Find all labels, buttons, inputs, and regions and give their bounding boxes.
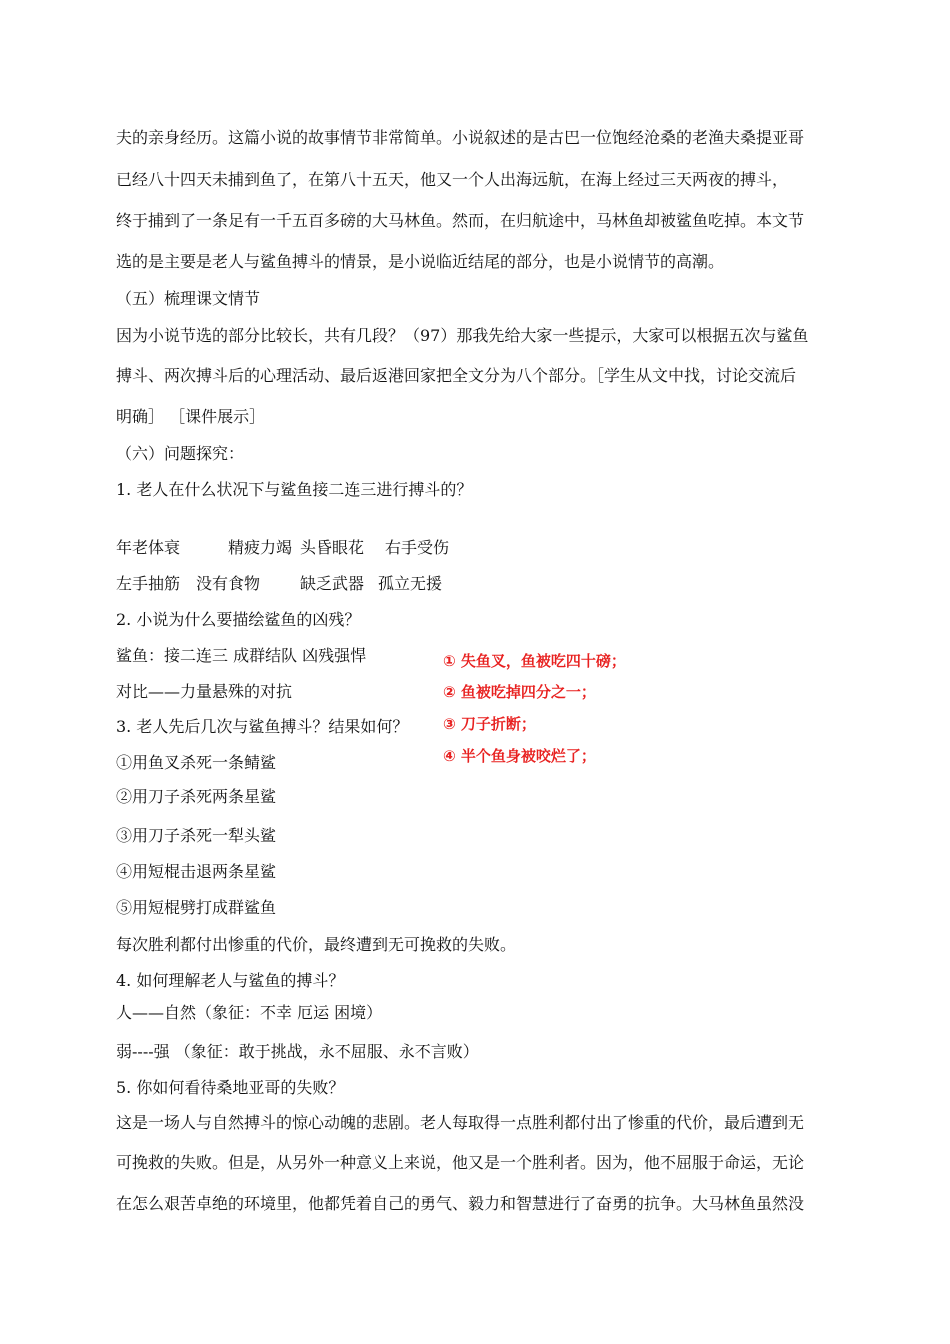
section-heading: （五）梳理课文情节 xyxy=(116,289,261,308)
intro-line: 夫的亲身经历。这篇小说的故事情节非常简单。小说叙述的是古巴一位饱经沧桑的老渔夫桑提亚哥 xyxy=(116,128,805,147)
q5-answer-line: 可挽救的失败。但是，从另外一种意义上来说，他又是一个胜利者。因为，他不屈服于命运，无论 xyxy=(116,1153,805,1172)
q1-row-1 xyxy=(116,537,228,559)
question-3: 3. 老人先后几次与鲨鱼搏斗？结果如何？ xyxy=(116,717,409,736)
phrase: 缺乏武器 xyxy=(300,574,365,593)
fight-result: ④ 半个鱼身被咬烂了； xyxy=(443,747,596,765)
q4-answer: 弱----强 （象征：敢于挑战，永不屈服、永不言败） xyxy=(116,1042,479,1061)
question-4: 4. 如何理解老人与鲨鱼的搏斗？ xyxy=(116,971,345,990)
phrase: 右手受伤 xyxy=(385,538,450,557)
question-5: 5. 你如何看待桑地亚哥的失败？ xyxy=(116,1078,345,1097)
phrase: 没有食物 xyxy=(196,574,261,593)
q5-answer-line: 在怎么艰苦卓绝的环境里，他都凭着自己的勇气、毅力和智慧进行了奋勇的抗争。大马林鱼虽然没 xyxy=(116,1194,805,1213)
fight-item: ④用短棍击退两条星鲨 xyxy=(116,862,277,881)
phrase: 精疲力竭 xyxy=(228,538,293,557)
fight-item: ⑤用短棍劈打成群鲨鱼 xyxy=(116,898,277,917)
q2-answer: 对比——力量悬殊的对抗 xyxy=(116,682,293,701)
question-2: 2. 小说为什么要描绘鲨鱼的凶残？ xyxy=(116,610,361,629)
intro-line: 终于捕到了一条足有一千五百多磅的大马林鱼。然而，在归航途中，马林鱼却被鲨鱼吃掉。本文节 xyxy=(116,211,805,230)
section5-line: 因为小说节选的部分比较长，共有几段？（97）那我先给大家一些提示，大家可以根据五次与鲨鱼 xyxy=(116,326,809,345)
section-heading: （六）问题探究： xyxy=(116,444,245,463)
q5-answer-line: 这是一场人与自然搏斗的惊心动魄的悲剧。老人每取得一点胜利都付出了惨重的代价，最后遭到无 xyxy=(116,1113,805,1132)
phrase: 头昏眼花 xyxy=(300,538,365,557)
intro-line: 已经八十四天未捕到鱼了，在第八十五天，他又一个人出海远航，在海上经过三天两夜的搏斗， xyxy=(116,170,789,189)
question-1: 1. 老人在什么状况下与鲨鱼接二连三进行搏斗的？ xyxy=(116,480,473,499)
q4-answer: 人——自然（象征：不幸 厄运 困境） xyxy=(116,1003,383,1022)
section5-line: 搏斗、两次搏斗后的心理活动、最后返港回家把全文分为八个部分。［学生从文中找，讨论交流后 xyxy=(116,366,797,385)
fight-item: ①用鱼叉杀死一条鲭鲨 xyxy=(116,753,277,772)
q3-summary: 每次胜利都付出惨重的代价，最终遭到无可挽救的失败。 xyxy=(116,935,517,954)
phrase: 年老体衰 xyxy=(116,538,181,557)
section5-line: 明确］ ［课件展示］ xyxy=(116,407,266,426)
fight-item: ③用刀子杀死一犁头鲨 xyxy=(116,826,277,845)
fight-item: ②用刀子杀死两条星鲨 xyxy=(116,787,277,806)
intro-line: 选的是主要是老人与鲨鱼搏斗的情景，是小说临近结尾的部分，也是小说情节的高潮。 xyxy=(116,252,725,271)
phrase: 左手抽筋 xyxy=(116,574,181,593)
fight-result: ③ 刀子折断； xyxy=(443,715,536,733)
q2-answer: 鲨鱼：接二连三 成群结队 凶残强悍 xyxy=(116,646,367,665)
fight-result: ① 失鱼叉，鱼被吃四十磅； xyxy=(443,652,626,670)
phrase: 孤立无援 xyxy=(378,574,443,593)
fight-result: ② 鱼被吃掉四分之一； xyxy=(443,683,596,701)
